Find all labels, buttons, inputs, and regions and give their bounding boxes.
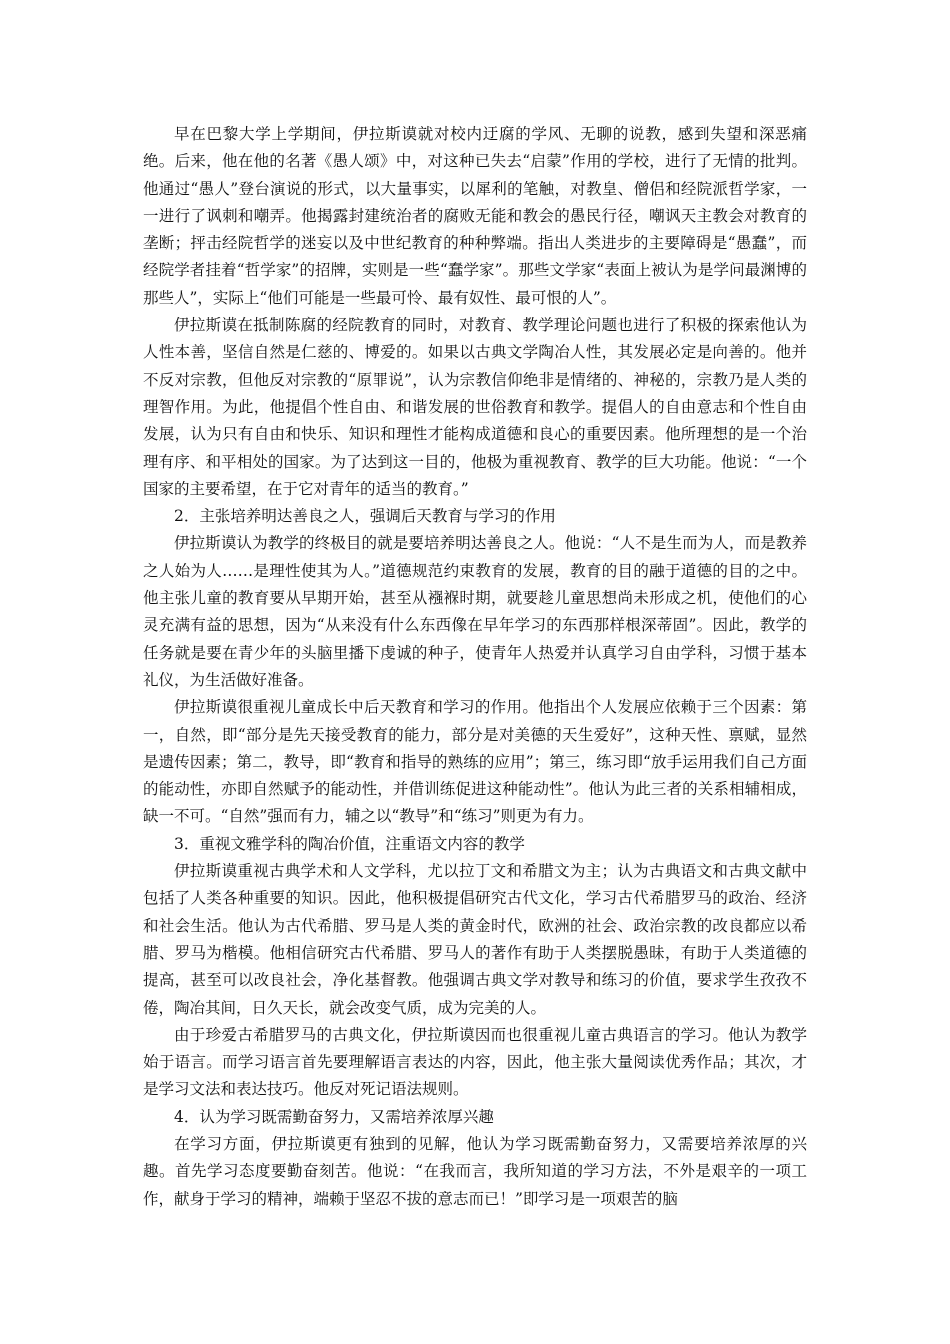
paragraph-three-factors: 伊拉斯谟很重视儿童成长中后天教育和学习的作用。他指出个人发展应依赖于三个因素：第一，自然，即“部分是先天接受教育的能力，部分是对美德的天生爱好”，这种天性、禀赋，显然是遗传因素；第二，教导，即“教育和指导的熟练的应用”；第三，练习即“放手运用我们自己方面的能动性，亦即自然赋予的能动性，并借训练促进这种能动性”。他认为此三者的关系相辅相成，缺一不可。“自然”强而有力，辅之以“教导”和“练习”则更为有力。 <box>143 698 807 826</box>
document-body <box>143 121 807 1213</box>
paragraph-language: 由于珍爱古希腊罗马的古典文化，伊拉斯谟因而也很重视儿童古典语言的学习。他认为教学始于语言。而学习语言首先要理解语言表达的内容，因此，他主张大量阅读优秀作品；其次，才是学习文法和表达技巧。他反对死记语法规则。 <box>143 1025 807 1099</box>
section-heading-4: 4．认为学习既需勤奋努力，又需培养浓厚兴趣 <box>174 1107 494 1126</box>
paragraph-exploration: 伊拉斯谟在抵制陈腐的经院教育的同时，对教育、教学理论问题也进行了积极的探索他认为人性本善，坚信自然是仁慈的、博爱的。如果以古典文学陶冶人性，其发展必定是向善的。他并不反对宗教，但他反对宗教的“原罪说”，认为宗教信仰绝非是情绪的、神秘的，宗教乃是人类的理智作用。为此，他提倡个性自由、和谐发展的世俗教育和教学。提倡人的自由意志和个性自由发展，认为只有自由和快乐、知识和理性才能构成道德和良心的重要因素。他所理想的是一个治理有序、和平相处的国家。为了达到这一目的，他极为重视教育、教学的巨大功能。他说：“一个国家的主要希望，在于它对青年的适当的教育。” <box>143 316 807 498</box>
section-heading-2: 2．主张培养明达善良之人，强调后天教育与学习的作用 <box>174 507 556 526</box>
section-heading-3: 3．重视文雅学科的陶冶价值，注重语文内容的教学 <box>174 834 525 853</box>
paragraph-diligence: 在学习方面，伊拉斯谟更有独到的见解，他认为学习既需勤奋努力，又需要培养浓厚的兴趣。首先学习态度要勤奋刻苦。他说：“在我而言，我所知道的学习方法，不外是艰辛的一项工作，献身于学习的精神，端赖于坚忍不拔的意志而已！”即学习是一项艰苦的脑 <box>143 1134 807 1208</box>
paragraph-teaching-goal: 伊拉斯谟认为教学的终极目的就是要培养明达善良之人。他说：“人不是生而为人，而是教养之人始为人……是理性使其为人。”道德规范约束教育的发展，教育的目的融于道德的目的之中。他主张儿童的教育要从早期开始，甚至从襁褓时期，就要趁儿童思想尚未形成之机，使他们的心灵充满有益的思想，因为“从来没有什么东西像在早年学习的东西那样根深蒂固”。因此，教学的任务就是要在青少年的头脑里播下虔诚的种子，使青年人热爱并认真学习自由学科，习惯于基本礼仪，为生活做好准备。 <box>143 534 807 689</box>
paragraph-classics: 伊拉斯谟重视古典学术和人文学科，尤以拉丁文和希腊文为主；认为古典语文和古典文献中包括了人类各种重要的知识。因此，他积极提倡研究古代文化，学习古代希腊罗马的政治、经济和社会生活。他认为古代希腊、罗马是人类的黄金时代，欧洲的社会、政治宗教的改良都应以希腊、罗马为楷模。他相信研究古代希腊、罗马人的著作有助于人类摆脱愚昧，有助于人类道德的提高，甚至可以改良社会，净化基督教。他强调古典文学对教导和练习的价值，要求学生孜孜不倦，陶冶其间，日久天长，就会改变气质，成为完美的人。 <box>143 862 807 1017</box>
paragraph-criticism: 早在巴黎大学上学期间，伊拉斯谟就对校内迂腐的学风、无聊的说教，感到失望和深恶痛绝。后来，他在他的名著《愚人颂》中，对这种已失去“启蒙”作用的学校，进行了无情的批判。他通过“愚人”登台演说的形式，以大量事实，以犀利的笔触，对教皇、僧侣和经院派哲学家，一一进行了讽刺和嘲弄。他揭露封建统治者的腐败无能和教会的愚民行径，嘲讽天主教会对教育的垄断；抨击经院哲学的迷妄以及中世纪教育的种种弊端。指出人类进步的主要障碍是“愚蠢”，而经院学者挂着“哲学家”的招牌，实则是一些“蠢学家”。那些文学家“表面上被认为是学问最渊博的那些人”，实际上“他们可能是一些最可怜、最有奴性、最可恨的人”。 <box>143 125 807 307</box>
